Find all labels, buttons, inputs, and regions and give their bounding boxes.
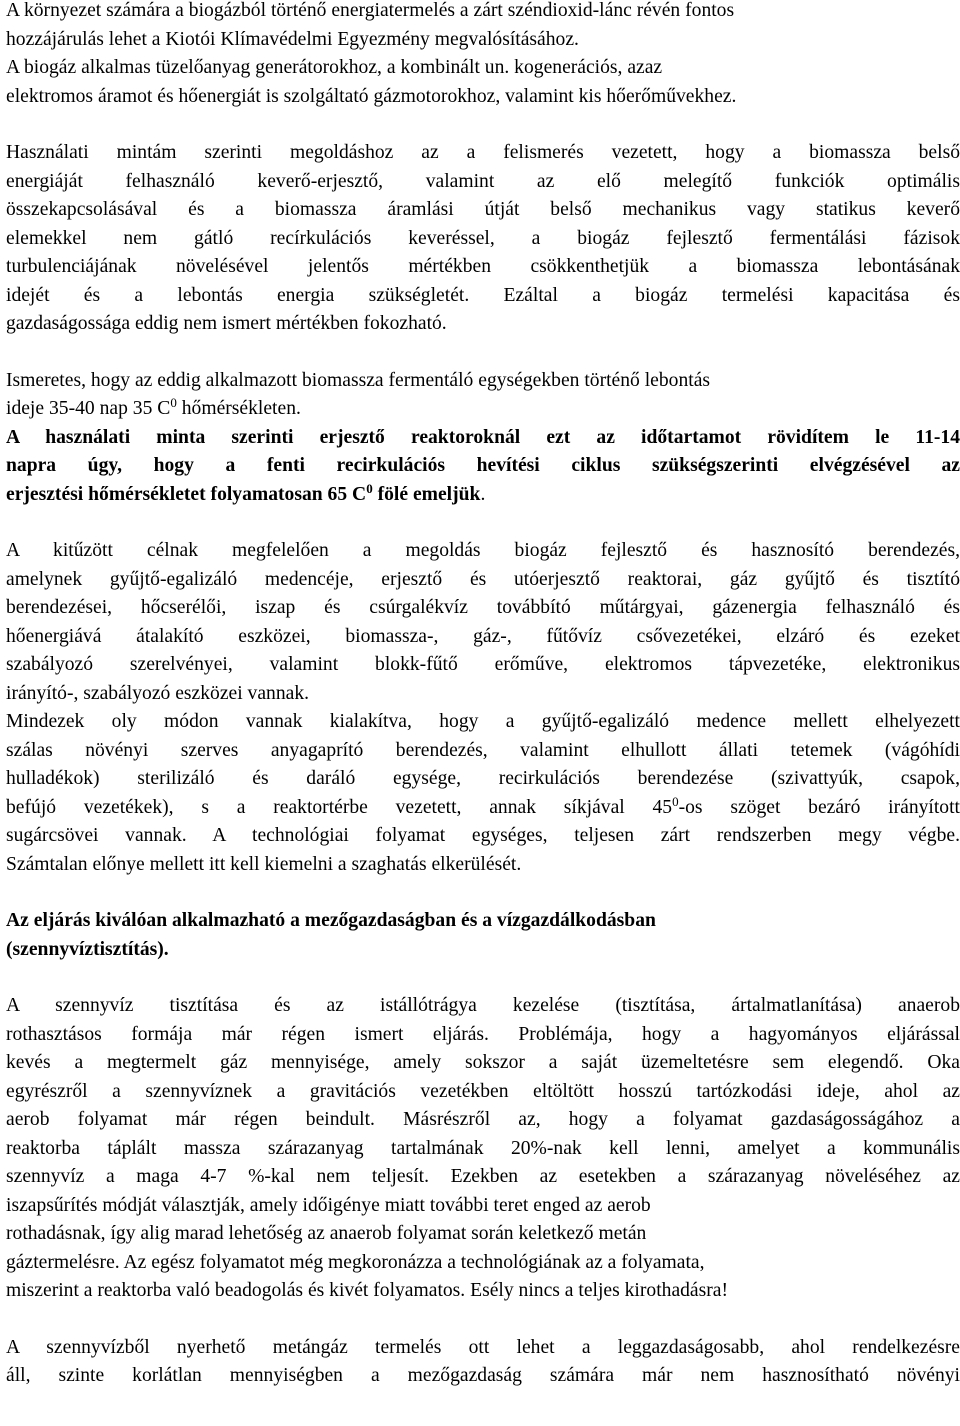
text-line: szabályozó szerelvényei, valamint blokk-fűtő erőműve, elektromos tápvezetéke, elektronikus	[6, 654, 960, 675]
text-line: (szennyvíztisztítás).	[6, 938, 169, 960]
text-line	[6, 395, 960, 424]
text-line: szennyvíz a maga 4-7 %-kal nem teljesít. Ezekben az esetekben a szárazanyag növeléséhez az	[6, 1166, 960, 1187]
text-line: elemekkel nem gátló recírkulációs keveréssel, a biogáz fejlesztő fermentálási fázisok	[6, 227, 960, 249]
text-line: kevés a megtermelt gáz mennyisége, amely sokszor a saját üzemeltetésre sem elegendő. Oka	[6, 1052, 960, 1073]
text-line: amelynek gyűjtő-egalizáló medencéje, erjesztő és utóerjesztő reaktorai, gáz gyűjtő és tisztító	[6, 568, 960, 590]
paragraph-solution	[6, 139, 960, 339]
text-line: energiáját felhasználó keverő-erjesztő, valamint az elő melegítő funkciók optimális	[6, 170, 960, 192]
text-line: idejét és a lebontás energia szükségletét. Ezáltal a biogáz termelési kapacitása és	[6, 284, 960, 306]
paragraph-claim-bold	[6, 424, 960, 510]
text-line: összekapcsolásával és a biomassza áramlási útját belső mechanikus vagy statikus keverő	[6, 199, 960, 220]
text-line: A használati minta szerinti erjesztő reaktoroknál ezt az időtartamot rövidítem le 11-14	[6, 426, 960, 448]
text-fragment: .	[480, 483, 486, 505]
paragraph-kyoto	[6, 0, 960, 111]
text-line: A szennyvíz tisztítása és az istállótrágya kezelése (tisztítása, ártalmatlanítása) anaerob	[6, 995, 960, 1016]
paragraph-methane	[6, 1334, 960, 1391]
text-line: gazdaságossága eddig nem ismert mértékben fokozható.	[6, 313, 447, 334]
text-line: elektromos áramot és hőenergiát is szolgáltató gázmotorokhoz, valamint kis hőerőművekhez.	[6, 85, 737, 107]
text-line: áll, szinte korlátlan mennyiségben a mezőgazdaság számára már nem hasznosítható növényi	[6, 1365, 960, 1386]
text-line: Használati mintám szerinti megoldáshoz az a felismerés vezetett, hogy a biomassza belső	[6, 142, 960, 163]
section-heading	[6, 907, 960, 964]
text-line: hozzájárulás lehet a Kiotói Klímavédelmi Egyezmény megvalósításához.	[6, 28, 579, 50]
text-line: miszerint a reaktorba való beadogolás és kivét folyamatos. Esély nincs a teljes kirothadásra!	[6, 1280, 729, 1301]
text-line: A szennyvízből nyerhető metángáz termelés ott lehet a leggazdaságosabb, ahol rendelkezésre	[6, 1336, 960, 1358]
text-line: hőenergiává átalakító eszközei, biomassza-, gáz-, fűtővíz csővezetékei, elzáró és ezeket	[6, 625, 960, 647]
text-fragment: hőmérsékleten.	[176, 398, 301, 419]
text-fragment: ideje 35-40 nap 35 C	[6, 398, 171, 419]
text-line: rothadásnak, így alig marad lehetőség az anaerob folyamat során keletkező metán	[6, 1223, 647, 1244]
text-line: A biogáz alkalmas tüzelőanyag generátorokhoz, a kombinált un. kogenerációs, azaz	[6, 57, 663, 78]
text-line: sugárcsövei vannak. A technológiai folyamat egységes, teljesen zárt rendszerben megy végbe.	[6, 825, 960, 846]
text-line: A kitűzött célnak megfelelően a megoldás biogáz fejlesztő és hasznosító berendezés,	[6, 540, 960, 561]
text-line	[6, 481, 960, 510]
text-line: reaktorba táplált massza szárazanyag tartalmának 20%-nak kell lenni, amelyet a kommunális	[6, 1137, 960, 1159]
text-line: hulladékok) sterilizáló és daráló egysége, recirkulációs berendezése (szivattyúk, csapok,	[6, 768, 960, 789]
degree-superscript: 0	[170, 395, 177, 410]
text-fragment: -os szöget bezáró irányított	[678, 796, 960, 818]
text-line: Mindezek oly módon vannak kialakítva, hogy a gyűjtő-egalizáló medence mellett elhelyezett	[6, 711, 960, 732]
text-line: A környezet számára a biogázból történő energiatermelés a zárt széndioxid-lánc révén fontos	[6, 0, 735, 21]
document-page	[6, 0, 960, 1391]
paragraph-arrangement	[6, 708, 960, 879]
text-line	[6, 794, 960, 823]
text-line: Ismeretes, hogy az eddig alkalmazott biomassza fermentáló egységekben történő lebontás	[6, 369, 711, 391]
text-fragment: erjesztési hőmérsékletet folyamatosan 65 C	[6, 483, 367, 505]
text-line: iszapsűrítés módját választják, amely időigénye miatt további teret enged az aerob	[6, 1194, 651, 1216]
text-line: rothasztásos formája már régen ismert eljárás. Problémája, hogy a hagyományos eljárással	[6, 1023, 960, 1045]
paragraph-equipment	[6, 537, 960, 708]
text-line: egyrészről a szennyvíznek a gravitációs vezetékben eltöltött hosszú tartózkodási ideje, ahol az	[6, 1080, 960, 1102]
text-line: berendezései, hőcserélői, iszap és csúrgalékvíz továbbító műtárgyai, gázenergia felhasználó és	[6, 597, 960, 618]
degree-superscript: 0	[672, 793, 679, 809]
text-line: Az eljárás kiválóan alkalmazható a mezőgazdaságban és a vízgazdálkodásban	[6, 910, 656, 931]
text-line: gáztermelésre. Az egész folyamatot még megkoronázza a technológiának az a folyamata,	[6, 1251, 705, 1273]
text-fragment: befújó vezetékek), s a reaktortérbe vezetett, annak síkjával 45	[6, 796, 673, 818]
text-line: turbulenciájának növelésével jelentős mértékben csökkenthetjük a biomassza lebontásának	[6, 256, 960, 277]
paragraph-wastewater	[6, 992, 960, 1306]
text-line: szálas növényi szerves anyagaprító berendezés, valamint elhullott állati tetemek (vágóhídi	[6, 739, 960, 761]
paragraph-known-duration	[6, 367, 960, 424]
text-fragment: fölé emeljük	[372, 483, 481, 505]
degree-superscript: 0	[366, 480, 373, 496]
text-line: irányító-, szabályozó eszközei vannak.	[6, 682, 310, 704]
text-line: napra úgy, hogy a fenti recirkulációs hevítési ciklus szükségszerinti elvégzésével az	[6, 455, 960, 476]
text-line: aerob folyamat már régen beindult. Másrészről az, hogy a folyamat gazdaságosságához a	[6, 1109, 960, 1130]
text-line: Számtalan előnye mellett itt kell kiemelni a szaghatás elkerülését.	[6, 853, 522, 875]
